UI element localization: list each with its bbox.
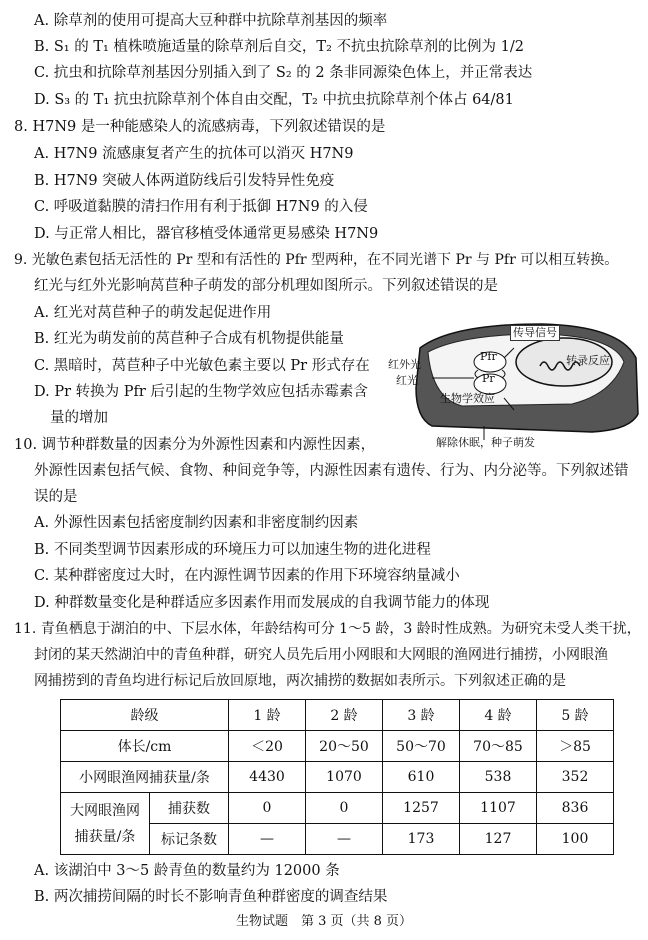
table-catch-1: 0 (229, 793, 306, 824)
fig-label-pfr: Pfr (480, 350, 497, 363)
q9-option-d-cont: 量的增加 (50, 410, 108, 426)
table-large-net-label-line2: 捕获量/条 (74, 828, 136, 845)
table-length-2: 20～50 (306, 731, 383, 762)
q9-option-c: C. 黑暗时，莴苣种子中光敏色素主要以 Pr 形式存在 (34, 358, 370, 374)
q8-option-a: A. H7N9 流感康复者产生的抗体可以消灭 H7N9 (34, 146, 354, 162)
table-age-5: 5 龄 (537, 700, 614, 731)
q7-option-a: A. 除草剂的使用可提高大豆种群中抗除草剂基因的频率 (34, 13, 388, 29)
table-age-1: 1 龄 (229, 700, 306, 731)
q11-stem-line3: 网捕捞到的青鱼均进行标记后放回原地，两次捕捞的数据如表所示。下列叙述正确的是 (34, 673, 566, 689)
seed-germination-figure (388, 318, 642, 458)
table-large-net-label (61, 793, 150, 855)
q9-option-b: B. 红光为萌发前的莴苣种子合成有机物提供能量 (34, 331, 344, 347)
table-row-large-catch (61, 793, 614, 824)
table-marked-1: — (229, 824, 306, 855)
q11-option-a: A. 该湖泊中 3～5 龄青鱼的数量约为 12000 条 (34, 863, 340, 879)
table-row-age (61, 700, 614, 731)
table-row-length (61, 731, 614, 762)
table-catch-label: 捕获数 (150, 793, 229, 824)
q11-stem-line1: 11. 青鱼栖息于湖泊的中、下层水体，年龄结构可分 1～5 龄，3 龄时性成熟。为研究未受人类干扰， (14, 621, 641, 637)
q10-stem-line2: 外源性因素包括气候、食物、种间竞争等，内源性因素有遗传、行为、内分泌等。下列叙述错 (34, 463, 629, 479)
table-marked-4: 127 (460, 824, 537, 855)
fig-label-result: 解除休眠，种子萌发 (436, 436, 535, 449)
table-marked-5: 100 (537, 824, 614, 855)
q8-option-d: D. 与正常人相比，器官移植受体通常更易感染 H7N9 (34, 226, 379, 242)
table-marked-2: — (306, 824, 383, 855)
table-small-5: 352 (537, 762, 614, 793)
q7-option-d: D. S₃ 的 T₁ 抗虫抗除草剂个体自由交配，T₂ 中抗虫抗除草剂个体占 64/81 (34, 92, 514, 108)
table-length-5: ＞85 (537, 731, 614, 762)
table-age-3: 3 龄 (383, 700, 460, 731)
q8-stem: 8. H7N9 是一种能感染人的流感病毒，下列叙述错误的是 (14, 119, 386, 135)
table-length-4: 70～85 (460, 731, 537, 762)
q11-option-b: B. 两次捕捞间隔的时长不影响青鱼种群密度的调查结果 (34, 889, 388, 905)
table-header-age: 龄级 (61, 700, 229, 731)
q8-option-b: B. H7N9 突破人体两道防线后引发特异性免疫 (34, 173, 335, 189)
q11-stem-line2: 封闭的某天然湖泊中的青鱼种群，研究人员先后用小网眼和大网眼的渔网进行捕捞，小网眼渔 (34, 647, 608, 663)
q7-option-b: B. S₁ 的 T₁ 植株喷施适量的除草剂后自交，T₂ 不抗虫抗除草剂的比例为 1/2 (34, 39, 524, 55)
q10-option-a: A. 外源性因素包括密度制约因素和非密度制约因素 (34, 515, 359, 531)
table-length-1: ＜20 (229, 731, 306, 762)
fig-label-pr: Pr (482, 372, 495, 385)
q10-option-b: B. 不同类型调节因素形成的环境压力可以加速生物的进化进程 (34, 542, 431, 558)
table-row-small-net (61, 762, 614, 793)
table-small-3: 610 (383, 762, 460, 793)
table-age-2: 2 龄 (306, 700, 383, 731)
table-small-4: 538 (460, 762, 537, 793)
table-catch-4: 1107 (460, 793, 537, 824)
table-length-label: 体长/cm (61, 731, 229, 762)
q8-option-c: C. 呼吸道黏膜的清扫作用有利于抵御 H7N9 的入侵 (34, 199, 368, 215)
q9-option-a: A. 红光对莴苣种子的萌发起促进作用 (34, 305, 272, 321)
q9-option-d: D. Pr 转换为 Pfr 后引起的生物学效应包括赤霉素含 (34, 384, 368, 400)
q7-option-c: C. 抗虫和抗除草剂基因分别插入到了 S₂ 的 2 条非同源染色体上，并正常表达 (34, 65, 533, 81)
table-large-net-label-line1: 大网眼渔网 (70, 802, 140, 819)
fish-catch-table (60, 699, 614, 855)
fig-label-effect: 生物学效应 (440, 392, 495, 405)
table-age-4: 4 龄 (460, 700, 537, 731)
table-marked-label: 标记条数 (150, 824, 229, 855)
q9-stem-line1: 9. 光敏色素包括无活性的 Pr 型和有活性的 Pfr 型两种，在不同光谱下 Pr 与 Pfr 可以相互转换。 (14, 252, 619, 268)
table-marked-3: 173 (383, 824, 460, 855)
q10-option-d: D. 种群数量变化是种群适应多因素作用而发展成的自我调节能力的体现 (34, 595, 490, 611)
q10-option-c: C. 某种群密度过大时，在内源性调节因素的作用下环境容纳量减小 (34, 568, 460, 584)
fig-label-transcription: 转录反应 (566, 354, 610, 367)
page-footer: 生物试题 第 3 页（共 8 页） (235, 914, 413, 929)
table-catch-5: 836 (537, 793, 614, 824)
fig-label-signal: 传导信号 (510, 325, 560, 341)
table-length-3: 50～70 (383, 731, 460, 762)
table-small-net-label: 小网眼渔网捕获量/条 (61, 762, 229, 793)
table-small-1: 4430 (229, 762, 306, 793)
q9-stem-line2: 红光与红外光影响莴苣种子萌发的部分机理如图所示。下列叙述错误的是 (34, 278, 498, 294)
fig-label-far-red: 红外光 (388, 358, 421, 371)
table-catch-3: 1257 (383, 793, 460, 824)
q10-stem-line1: 10. 调节种群数量的因素分为外源性因素和内源性因素， (14, 437, 376, 453)
table-catch-2: 0 (306, 793, 383, 824)
table-small-2: 1070 (306, 762, 383, 793)
fig-label-red: 红光 (396, 374, 418, 387)
q10-stem-line3: 误的是 (34, 489, 78, 505)
